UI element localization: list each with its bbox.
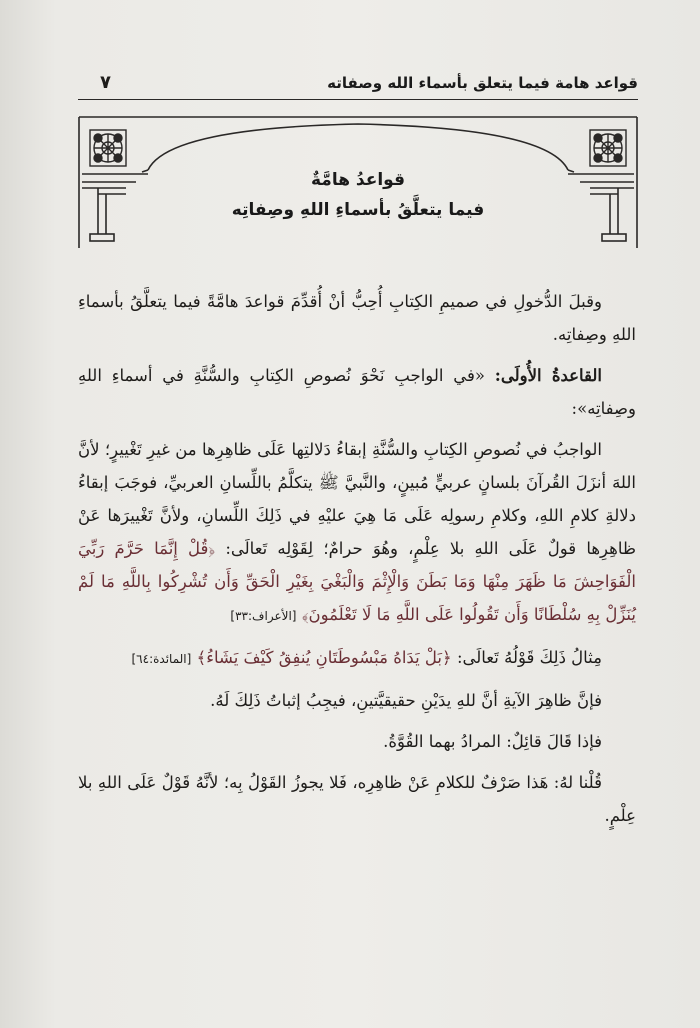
quran-verse-1: ﴿قُلْ إِنَّمَا حَرَّمَ رَبِّيَ الْفَوَاحِشَ مَا ظَهَرَ مِنْهَا وَمَا بَطَنَ وَالْإِثْمَ وَالْبَغْيَ بِغَيْرِ الْحَقِّ وَأَن تُشْرِكُوا بِاللَّهِ مَا لَمْ يُنَزِّلْ بِهِ سُلْطَانًا وَأَن تَقُولُوا عَلَى اللَّهِ مَا لَا تَعْلَمُونَ﴾ [78,539,636,624]
rule-one-text: «في الواجبِ نَحْوَ نُصوصِ الكِتابِ والسُّنَّةِ في أسماءِ اللهِ وصِفاتِه»: [78,366,636,418]
page-number: ٧ [100,72,111,93]
rule-one-paragraph [78,359,636,425]
main-paragraph-text: الواجبُ في نُصوصِ الكِتابِ والسُّنَّةِ إبقاءُ دَلالتِها عَلَى ظاهِرِها من غيرِ تَغْييرٍ؛ لأنَّ اللهَ أنزَلَ القُرآنَ بلسانٍ عربيٍّ مُبينٍ، والنَّبيَّ ﷺ يتكلَّمُ باللِّسانِ العربيِّ، فوجَبَ إبقاءُ دلالةِ كلامِ اللهِ، وكلامِ رسولِه عَلَى مَا هِيَ عليْهِ في ذَلِكَ اللِّسانِ، ولأنَّ تَغْييرَها عَنْ ظاهِرِها قولٌ عَلَى اللهِ بلا عِلْمٍ، وهُوَ حرامٌ؛ لِقَوْلِه تَعالَى: [78,440,637,558]
objection-paragraph: فإذا قَالَ قائِلٌ: المرادُ بهما القُوَّةُ. [383,732,602,751]
chapter-title [78,170,638,220]
verse-1-reference: [الأعراف:٣٣] [230,609,297,623]
rule-one-label: القاعدةُ الأُولَى: [494,366,603,385]
running-title: قواعد هامة فيما يتعلق بأسماء الله وصفاته [327,74,638,92]
example-intro: مِثالُ ذَلِكَ قَوْلُهُ تَعالَى: [456,648,602,667]
chapter-title-frame [78,112,638,252]
verse-2-reference: [المائدة:٦٤] [131,652,192,666]
example-paragraph [78,641,636,676]
header-divider [78,99,638,100]
chapter-title-line-1: قواعدُ هامَّةٌ [311,170,405,190]
body-text [78,285,636,840]
intro-paragraph: وقبلَ الدُّخولِ في صميمِ الكِتابِ أُحِبُّ أنْ أُقدِّمَ قواعدَ هامَّةً فيما يتعلَّقُ بأسماءِ اللهِ وصِفاتِه. [78,292,636,344]
explanation-paragraph: فإنَّ ظاهِرَ الآيةِ أنَّ للهِ يدَيْنِ حقيقيَّتينِ، فيجِبُ إثباتُ ذَلِكَ لَهُ. [210,691,602,710]
quran-verse-2: ﴿بَلْ يَدَاهُ مَبْسُوطَتَانِ يُنفِقُ كَيْفَ يَشَاءُ﴾ [196,648,452,667]
response-paragraph: قُلْنا لهُ: هَذا صَرْفٌ للكلامِ عَنْ ظاهِرِه، فَلا يجوزُ القَوْلُ بِه؛ لأنَّهُ قَوْلٌ عَلَى اللهِ بلا عِلْمٍ. [78,773,636,825]
running-header [78,70,638,100]
main-paragraph [78,433,636,633]
chapter-title-line-2: فيما يتعلَّقُ بأسماءِ اللهِ وصِفاتِه [231,200,485,220]
